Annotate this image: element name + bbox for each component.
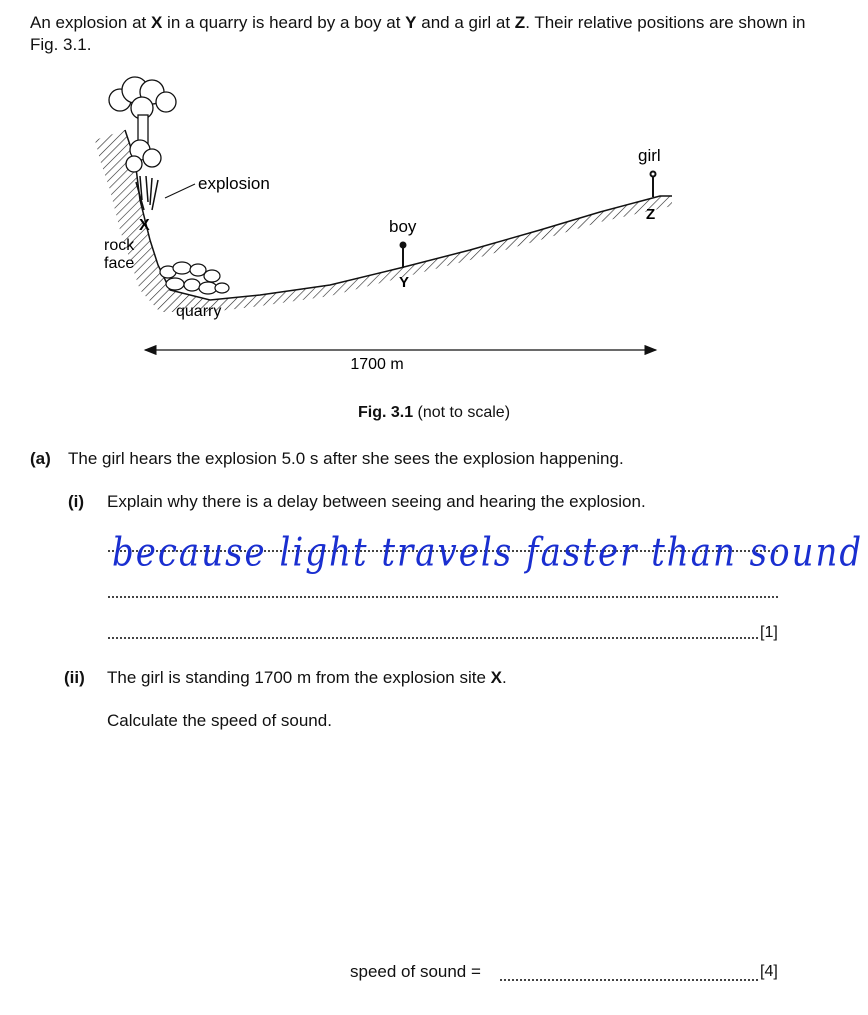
- boy-figure: [401, 243, 406, 269]
- label-X: X: [139, 217, 150, 234]
- intro-Z: Z: [514, 13, 526, 32]
- explosion-pointer: [165, 184, 195, 198]
- rock-pile: [160, 262, 229, 294]
- part-ii-label: (ii): [64, 668, 85, 687]
- label-boy: boy: [389, 217, 417, 236]
- part-ii-marks: [4]: [760, 963, 778, 980]
- label-Z: Z: [646, 206, 656, 223]
- intro-text-3: and a girl at: [416, 13, 515, 32]
- label-explosion: explosion: [198, 174, 270, 193]
- part-a-text: The girl hears the explosion 5.0 s after she sees the explosion happening.: [68, 449, 624, 468]
- label-face: face: [104, 255, 135, 272]
- intro-Y: Y: [405, 13, 417, 32]
- caption-rest: (not to scale): [413, 404, 511, 421]
- part-ii-text: The girl is standing 1700 m from the explosion site X.: [107, 668, 507, 687]
- intro-text-1: An explosion at: [30, 13, 151, 32]
- part-i-text: Explain why there is a delay between seeing and hearing the explosion.: [107, 492, 646, 511]
- figure-caption: [0, 404, 868, 422]
- speed-answer-label: speed of sound =: [350, 962, 481, 981]
- girl-figure: [651, 172, 656, 198]
- part-ii-instruction: Calculate the speed of sound.: [107, 711, 332, 730]
- part-i-marks: [1]: [760, 624, 778, 641]
- part-i-label: (i): [68, 492, 85, 511]
- part-a-label: (a): [30, 449, 51, 468]
- caption-bold: Fig. 3.1: [357, 404, 414, 421]
- quarry-diagram: [0, 0, 868, 400]
- intro-X: X: [150, 13, 163, 32]
- label-Y: Y: [399, 274, 410, 291]
- label-quarry: quarry: [176, 303, 222, 320]
- handwritten-answer: because light travels faster than sound: [112, 530, 864, 576]
- label-girl: girl: [638, 146, 661, 165]
- answer-line-2: [108, 596, 778, 598]
- intro-text-4: . Their relative positions are shown in Fig. 3.1.: [30, 13, 806, 54]
- intro-text-2: in a quarry is heard by a boy at: [162, 13, 406, 32]
- label-rock: rock: [104, 237, 135, 254]
- answer-line-3: [108, 637, 758, 639]
- label-distance: 1700 m: [350, 356, 404, 373]
- speed-answer-line: [500, 979, 758, 981]
